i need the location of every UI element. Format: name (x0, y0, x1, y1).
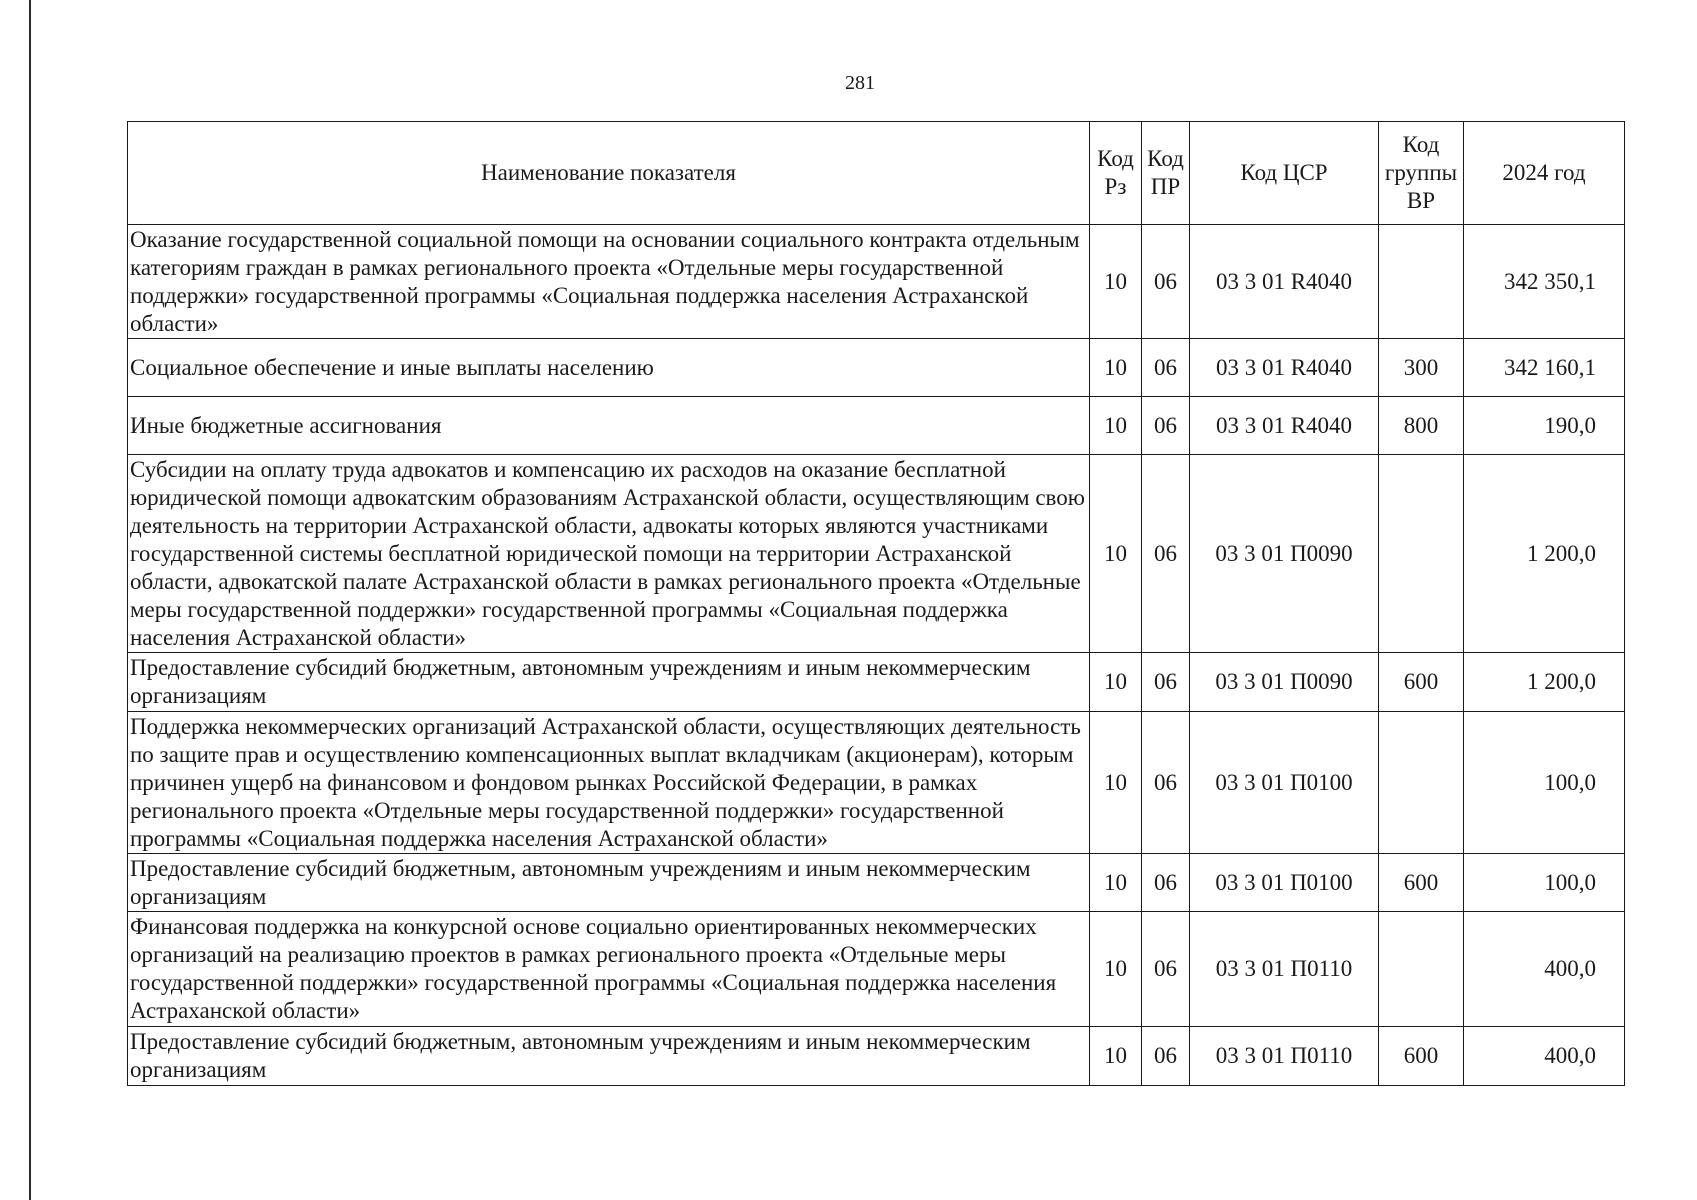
table-row (128, 912, 1625, 1027)
row-csr: 03 3 01 П0110 (1190, 912, 1379, 1027)
row-amount: 100,0 (1464, 854, 1625, 912)
row-amount: 100,0 (1464, 712, 1625, 854)
table-row (128, 854, 1625, 912)
row-csr: 03 3 01 П0090 (1190, 653, 1379, 712)
row-amount: 400,0 (1464, 912, 1625, 1027)
table-row (128, 339, 1625, 397)
row-csr: 03 3 01 П0100 (1190, 712, 1379, 854)
row-csr: 03 3 01 П0100 (1190, 854, 1379, 912)
row-pr: 06 (1142, 455, 1190, 653)
row-name: Финансовая поддержка на конкурсной основе социально ориентированных некоммерческих организаций на реализацию проектов в рамках регионального проекта «Отдельные меры государственной поддержки» государственной программы «Социальная поддержка населения Астраханской области» (128, 912, 1090, 1027)
row-rz: 10 (1090, 225, 1142, 339)
row-vr: 300 (1379, 339, 1464, 397)
table-row (128, 712, 1625, 854)
row-rz: 10 (1090, 339, 1142, 397)
row-vr: 600 (1379, 1027, 1464, 1086)
row-pr: 06 (1142, 712, 1190, 854)
table-header-row (128, 122, 1625, 225)
table-row (128, 653, 1625, 712)
row-vr (1379, 912, 1464, 1027)
row-name: Оказание государственной социальной помощи на основании социального контракта отдельным категориям граждан в рамках регионального проекта «Отдельные меры государственной поддержки» государственной программы «Социальная поддержка населения Астраханской области» (128, 225, 1090, 339)
row-amount: 400,0 (1464, 1027, 1625, 1086)
row-vr (1379, 712, 1464, 854)
row-vr: 600 (1379, 854, 1464, 912)
row-csr: 03 3 01 П0110 (1190, 1027, 1379, 1086)
row-amount: 342 350,1 (1464, 225, 1625, 339)
row-rz: 10 (1090, 1027, 1142, 1086)
row-name: Предоставление субсидий бюджетным, автономным учреждениям и иным некоммерческим организациям (128, 653, 1090, 712)
row-pr: 06 (1142, 225, 1190, 339)
row-pr: 06 (1142, 1027, 1190, 1086)
row-name: Социальное обеспечение и иные выплаты населению (128, 339, 1090, 397)
row-amount: 1 200,0 (1464, 653, 1625, 712)
budget-table (127, 121, 1625, 1086)
table-row (128, 1027, 1625, 1086)
header-csr: Код ЦСР (1190, 122, 1379, 225)
row-pr: 06 (1142, 339, 1190, 397)
row-rz: 10 (1090, 653, 1142, 712)
scan-edge-line (29, 0, 31, 1200)
row-vr (1379, 455, 1464, 653)
row-name: Субсидии на оплату труда адвокатов и компенсацию их расходов на оказание бесплатной юридической помощи адвокатским образованиям Астраханской области, осуществляющим свою деятельность на территории Астраханской области, адвокаты которых являются участниками государственной системы бесплатной юридической помощи на территории Астраханской области, адвокатской палате Астраханской области в рамках регионального проекта «Отдельные меры государственной поддержки» государственной программы «Социальная поддержка населения Астраханской области» (128, 455, 1090, 653)
table-row (128, 225, 1625, 339)
row-rz: 10 (1090, 854, 1142, 912)
row-csr: 03 3 01 П0090 (1190, 455, 1379, 653)
row-vr: 800 (1379, 397, 1464, 455)
header-name: Наименование показателя (128, 122, 1090, 225)
row-rz: 10 (1090, 712, 1142, 854)
page-number: 281 (845, 72, 875, 94)
row-pr: 06 (1142, 912, 1190, 1027)
row-csr: 03 3 01 R4040 (1190, 339, 1379, 397)
row-vr (1379, 225, 1464, 339)
header-rz: Код Рз (1090, 122, 1142, 225)
header-pr: Код ПР (1142, 122, 1190, 225)
row-amount: 342 160,1 (1464, 339, 1625, 397)
row-name: Предоставление субсидий бюджетным, автономным учреждениям и иным некоммерческим организациям (128, 854, 1090, 912)
row-amount: 1 200,0 (1464, 455, 1625, 653)
row-pr: 06 (1142, 653, 1190, 712)
row-amount: 190,0 (1464, 397, 1625, 455)
row-rz: 10 (1090, 397, 1142, 455)
header-vr: Код группы ВР (1379, 122, 1464, 225)
row-vr: 600 (1379, 653, 1464, 712)
table-row (128, 397, 1625, 455)
table-row (128, 455, 1625, 653)
row-csr: 03 3 01 R4040 (1190, 397, 1379, 455)
row-rz: 10 (1090, 912, 1142, 1027)
row-name: Поддержка некоммерческих организаций Астраханской области, осуществляющих деятельность по защите прав и осуществлению компенсационных выплат вкладчикам (акционерам), которым причинен ущерб на финансовом и фондовом рынках Российской Федерации, в рамках регионального проекта «Отдельные меры государственной поддержки» государственной программы «Социальная поддержка населения Астраханской области» (128, 712, 1090, 854)
row-pr: 06 (1142, 397, 1190, 455)
row-rz: 10 (1090, 455, 1142, 653)
row-csr: 03 3 01 R4040 (1190, 225, 1379, 339)
header-year: 2024 год (1464, 122, 1625, 225)
row-pr: 06 (1142, 854, 1190, 912)
row-name: Предоставление субсидий бюджетным, автономным учреждениям и иным некоммерческим организациям (128, 1027, 1090, 1086)
row-name: Иные бюджетные ассигнования (128, 397, 1090, 455)
